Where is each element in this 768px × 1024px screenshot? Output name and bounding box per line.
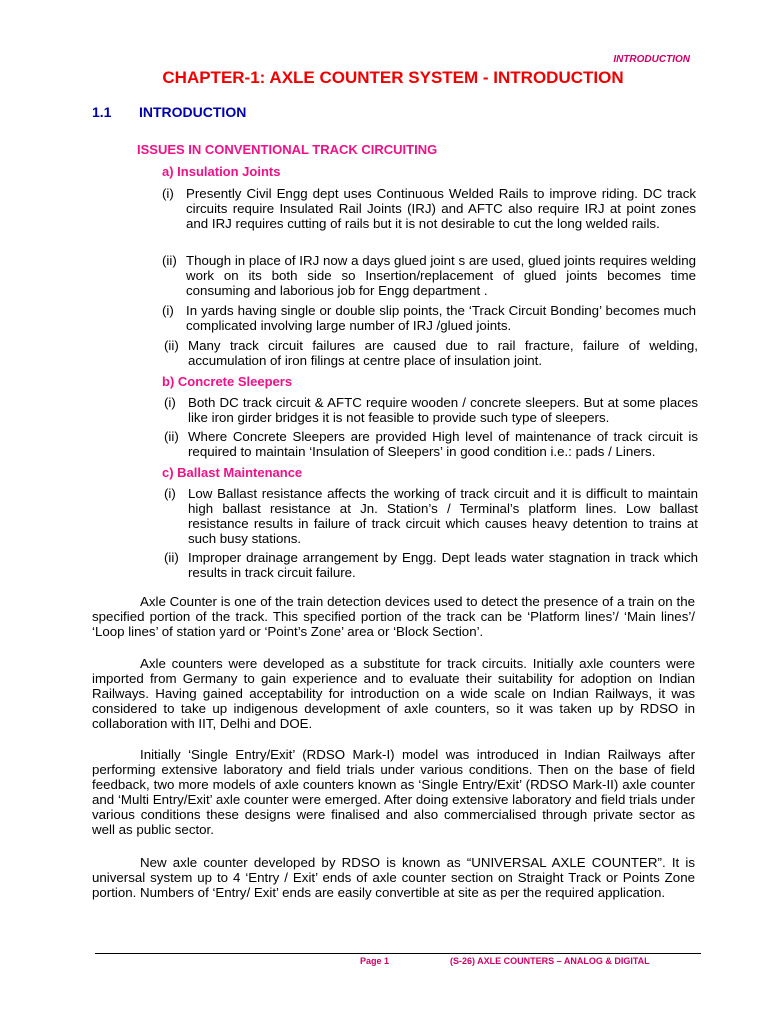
list-item-label: (i) (164, 486, 176, 501)
footer-page-number: Page 1 (360, 956, 390, 966)
subsection-heading-concrete-sleepers: b) Concrete Sleepers (162, 374, 293, 389)
list-item-text: Improper drainage arrangement by Engg. Dept leads water stagnation in track which results in track circuit failure. (188, 550, 698, 580)
list-item-label: (i) (164, 395, 176, 410)
list-item-text: Both DC track circuit & AFTC require wooden / concrete sleepers. But at some places like iron girder bridges it is not feasible to provide such type of sleepers. (188, 395, 698, 425)
list-item-label: (ii) (164, 550, 179, 565)
body-paragraph: Axle counters were developed as a substitute for track circuits. Initially axle counters were imported from Germany to gain experience and to evaluate their suitability for adoption on Indian Railways. Having gained acceptability for introduction on a wide scale on Indian Railways, it was considered to take up indigenous development of axle counters, so it was taken up by RDSO in collaboration with IIT, Delhi and DOE. (92, 656, 695, 731)
list-item-label: (ii) (164, 338, 179, 353)
subsection-heading-ballast-maintenance: c) Ballast Maintenance (162, 465, 303, 480)
list-item-text: Many track circuit failures are caused due to rail fracture, failure of welding, accumulation of iron filings at centre place of insulation joint. (188, 338, 698, 368)
footer-document-title: (S-26) AXLE COUNTERS – ANALOG & DIGITAL (450, 956, 650, 966)
section-number: 1.1 (92, 104, 112, 120)
list-item-label: (ii) (164, 429, 179, 444)
running-header: INTRODUCTION (613, 54, 690, 65)
chapter-title: CHAPTER-1: AXLE COUNTER SYSTEM - INTRODUCTION (162, 68, 624, 87)
list-item-label: (i) (162, 186, 174, 201)
body-paragraph: Initially ‘Single Entry/Exit’ (RDSO Mark-I) model was introduced in Indian Railways after performing extensive laboratory and field trials under various conditions. Then on the base of field feedback, two more models of axle counters known as ‘Single Entry/Exit’ (RDSO Mark-II) axle counter and ‘Multi Entry/Exit’ axle counter were emerged. After doing extensive laboratory and field trials under various conditions these designs were finalised and also commercialised through private sector as well as public sector. (92, 747, 695, 837)
list-item-text: Low Ballast resistance affects the working of track circuit and it is difficult to maintain high ballast resistance at Jn. Station’s / Terminal’s platform lines. Low ballast resistance results in failure of track circuit which causes heavy detention to trains at such busy stations. (188, 486, 698, 546)
footer-divider (95, 953, 701, 954)
list-item-label: (ii) (162, 253, 177, 268)
issues-heading: ISSUES IN CONVENTIONAL TRACK CIRCUITING (137, 142, 438, 157)
subsection-heading-insulation-joints: a) Insulation Joints (162, 164, 281, 179)
list-item-text: Presently Civil Engg dept uses Continuous Welded Rails to improve riding. DC track circuits require Insulated Rail Joints (IRJ) and AFTC also require IRJ at point zones and IRJ requires cutting of rails but it is not desirable to cut the long welded rails. (186, 186, 696, 231)
list-item-label: (i) (162, 303, 174, 318)
body-paragraph: New axle counter developed by RDSO is known as “UNIVERSAL AXLE COUNTER”. It is universal system up to 4 ‘Entry / Exit’ ends of axle counter section on Straight Track or Points Zone portion. Numbers of ‘Entry/ Exit’ ends are easily convertible at site as per the required application. (92, 855, 695, 900)
list-item-text: Though in place of IRJ now a days glued joint s are used, glued joints requires welding work on its both side so Insertion/replacement of glued joints becomes time consuming and laborious job for Engg department . (186, 253, 696, 298)
section-title: INTRODUCTION (139, 104, 247, 120)
list-item-text: In yards having single or double slip points, the ‘Track Circuit Bonding’ becomes much complicated involving large number of IRJ /glued joints. (186, 303, 696, 333)
body-paragraph: Axle Counter is one of the train detection devices used to detect the presence of a train on the specified portion of the track. This specified portion of the track can be ‘Platform lines’/ ‘Main lines’/ ‘Loop lines’ of station yard or ‘Point’s Zone’ area or ‘Block Section’. (92, 594, 695, 639)
list-item-text: Where Concrete Sleepers are provided High level of maintenance of track circuit is required to maintain ‘Insulation of Sleepers’ in good condition i.e.: pads / Liners. (188, 429, 698, 459)
